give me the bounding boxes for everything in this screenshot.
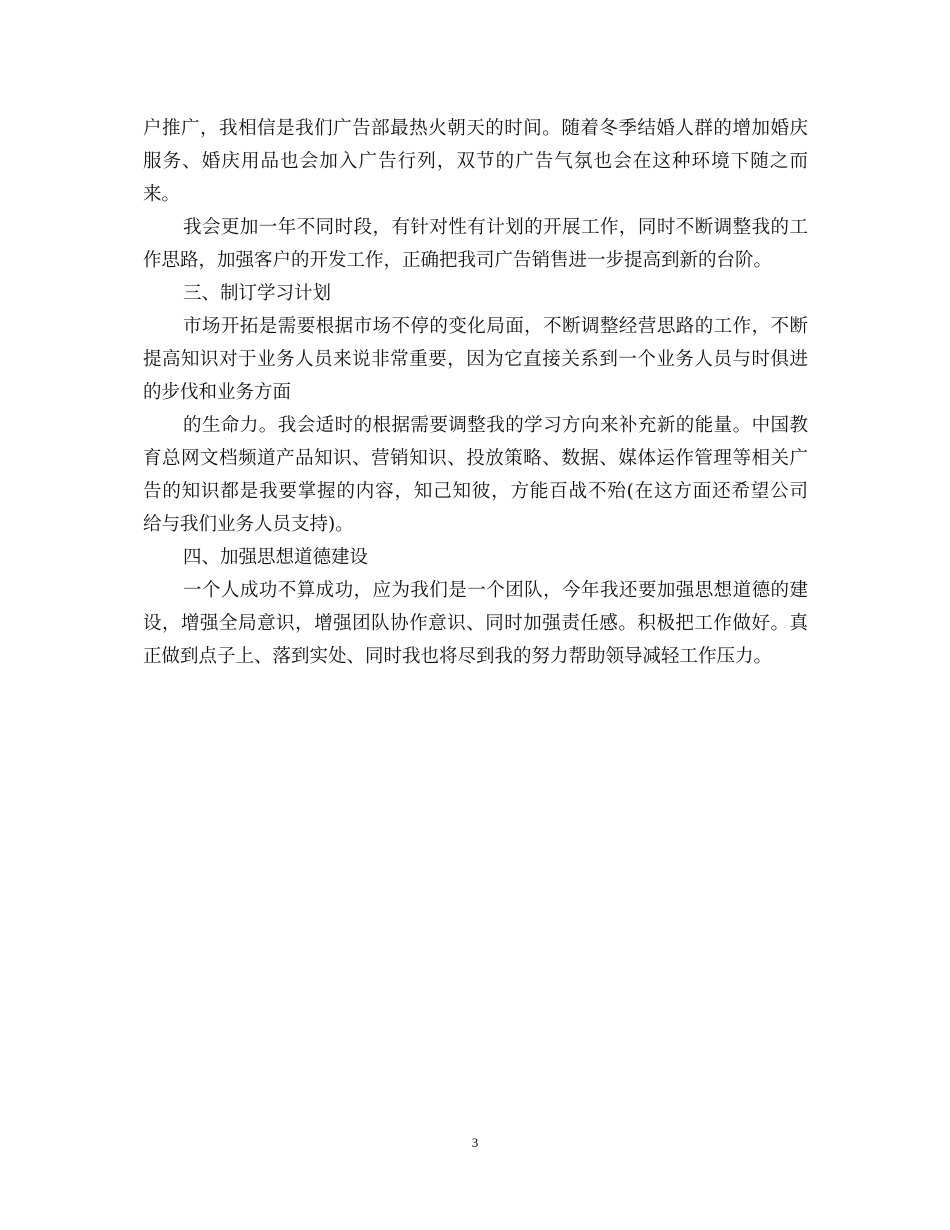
text-line: 设，增强全局意识，增强团队协作意识、同时加强责任感。积极把工作做好。真: [143, 613, 808, 634]
text-line: 育总网文档频道产品知识、营销知识、投放策略、数据、媒体运作管理等相关广: [143, 448, 808, 469]
section-heading: 四、加强思想道德建设: [183, 547, 369, 568]
text-line: 市场开拓是需要根据市场不停的变化局面，不断调整经营思路的工作，不断: [183, 316, 808, 337]
text-line: 提高知识对于业务人员来说非常重要，因为它直接关系到一个业务人员与时俱进: [143, 349, 808, 370]
text-line: 作思路，加强客户的开发工作，正确把我司广告销售进一步提高到新的台阶。: [143, 250, 773, 271]
text-line: 告的知识都是我要掌握的内容，知己知彼，方能百战不殆(在这方面还希望公司: [143, 481, 808, 502]
text-line: 来。: [143, 184, 181, 205]
text-line: 给与我们业务人员支持)。: [143, 514, 354, 535]
text-line: 一个人成功不算成功，应为我们是一个团队，今年我还要加强思想道德的建: [183, 580, 808, 601]
text-line: 我会更加一年不同时段，有针对性有计划的开展工作，同时不断调整我的工: [183, 217, 808, 238]
text-line: 的生命力。我会适时的根据需要调整我的学习方向来补充新的能量。中国教: [183, 415, 808, 436]
section-heading: 三、制订学习计划: [183, 283, 332, 304]
page-number: 3: [471, 1135, 479, 1150]
text-line: 的步伐和业务方面: [143, 382, 292, 403]
text-line: 正做到点子上、落到实处、同时我也将尽到我的努力帮助领导减轻工作压力。: [143, 646, 773, 667]
text-line: 服务、婚庆用品也会加入广告行列，双节的广告气氛也会在这种环境下随之而: [143, 151, 808, 172]
document-body: [143, 112, 808, 673]
text-line: 户推广，我相信是我们广告部最热火朝天的时间。随着冬季结婚人群的增加婚庆: [143, 118, 808, 139]
